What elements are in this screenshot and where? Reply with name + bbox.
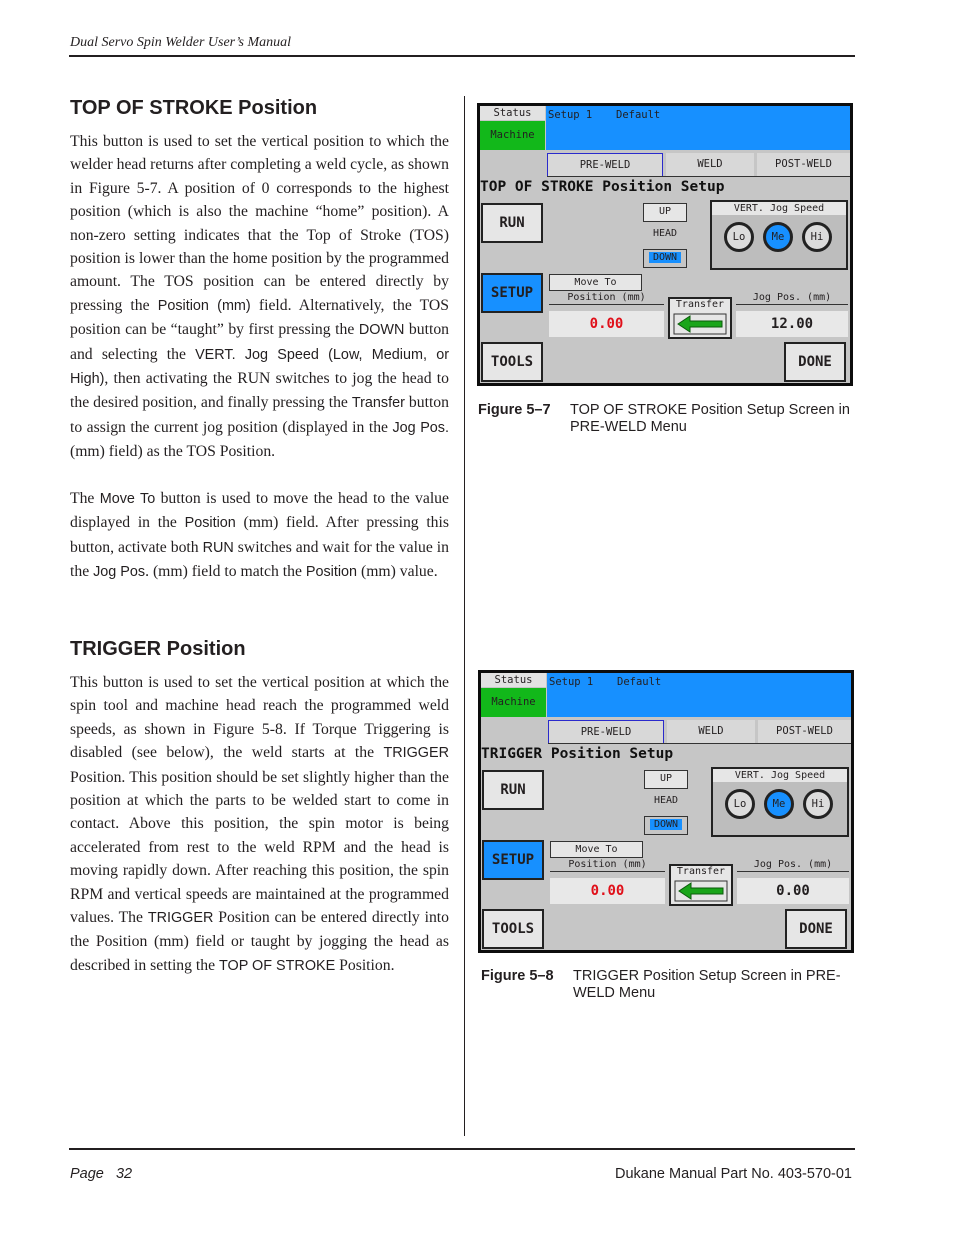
ui-term: Jog Pos.	[392, 419, 450, 436]
screen-body	[480, 106, 850, 383]
tools-button[interactable]: TOOLS	[481, 342, 543, 382]
jog-speed-label: VERT. Jog Speed	[712, 202, 846, 215]
ui-term: DOWN	[358, 322, 405, 339]
column-divider	[464, 96, 465, 1136]
figure-label: Figure 5–7	[478, 402, 551, 418]
ui-term: Position (mm)	[157, 297, 251, 314]
paragraph-tos-1	[70, 130, 449, 464]
down-button[interactable]	[643, 249, 687, 268]
jog-me-button[interactable]: Me	[764, 789, 794, 819]
section-heading-trigger: TRIGGER Position	[70, 638, 246, 660]
status-label: Status	[480, 106, 545, 120]
paragraph-tos-2	[70, 487, 449, 585]
done-button[interactable]: DONE	[784, 342, 846, 382]
tab-weld[interactable]: WELD	[666, 153, 754, 177]
ui-term: Move To	[99, 491, 156, 507]
text-run: . (mm) field to match the	[145, 563, 306, 581]
tab-pre-weld[interactable]: PRE-WELD	[548, 720, 664, 744]
ui-term: Position	[184, 515, 236, 532]
header-rule	[69, 55, 855, 57]
figure-caption-5-7	[478, 402, 854, 438]
position-label: Position (mm)	[549, 292, 664, 305]
tab-underline	[548, 743, 851, 744]
position-label: Position (mm)	[550, 859, 665, 872]
down-button-label: DOWN	[650, 819, 682, 830]
up-button[interactable]: UP	[643, 203, 687, 222]
text-run: , then activating the RUN switches to jog the head to the desired position, and finally pressing the	[70, 370, 449, 412]
text-run: This button is used to set the vertical position at which the spin tool and machine head reach the programmed weld speeds, as shown in Figure 5-8. If Torque Triggering is disabled (see below), the weld starts at the	[70, 674, 449, 762]
done-button[interactable]: DONE	[785, 909, 847, 949]
part-number: Dukane Manual Part No. 403-570-01	[615, 1166, 852, 1182]
section-heading-top-of-stroke: TOP OF STROKE Position	[70, 97, 318, 119]
ui-term: Position	[305, 564, 358, 581]
text-run: (mm) field. After pressing this button, activate both	[70, 514, 449, 556]
machine-status: Machine	[481, 688, 546, 717]
screen-title: TRIGGER Position Setup	[481, 746, 674, 762]
machine-status: Machine	[480, 121, 545, 150]
jog-pos-label: Jog Pos. (mm)	[737, 859, 849, 872]
screen-body	[481, 673, 851, 950]
text-run: field. Alternatively, the TOS position can be “taught” by first pressing the	[70, 296, 449, 339]
jog-lo-button[interactable]: Lo	[725, 789, 755, 819]
ui-term: TRIGGER	[147, 910, 214, 927]
hmi-screen-trigger	[478, 670, 854, 953]
jog-pos-field	[736, 311, 848, 337]
setup-default: Default	[617, 676, 662, 688]
text-run: (mm) field) as the TOS Position.	[70, 443, 276, 461]
hmi-screen-top-of-stroke	[477, 103, 853, 386]
page-number: Page 32	[70, 1166, 133, 1182]
jog-pos-value: 0.00	[776, 883, 810, 899]
setup-name: Setup 1	[549, 676, 594, 688]
transfer-button[interactable]	[669, 864, 733, 906]
text-run: Position can be entered directly into the Position (mm) field or taught by jogging the head as described in setting the	[70, 909, 449, 974]
ui-term: VERT. Jog Speed (Low, Medium, or High)	[70, 346, 449, 388]
figure-label: Figure 5–8	[481, 968, 554, 984]
transfer-button[interactable]	[668, 297, 732, 339]
jog-speed-label: VERT. Jog Speed	[713, 769, 847, 782]
setup-bar	[547, 673, 851, 717]
ui-term: Transfer	[351, 395, 405, 412]
tab-post-weld[interactable]: POST-WELD	[758, 720, 851, 744]
ui-term: TRIGGER	[383, 745, 449, 762]
setup-bar	[546, 106, 850, 150]
ui-term: TOP OF STROKE	[219, 957, 336, 974]
figure-caption-text: TOP OF STROKE Position Setup Screen in PRE-WELD Menu	[570, 402, 850, 435]
move-to-button[interactable]: Move To	[550, 841, 643, 858]
running-header: Dual Servo Spin Welder User’s Manual	[70, 35, 292, 50]
jog-me-button[interactable]: Me	[763, 222, 793, 252]
position-value: 0.00	[589, 316, 624, 332]
head-label: HEAD	[652, 228, 678, 239]
setup-default: Default	[616, 109, 661, 121]
text-run: This button is used to set the vertical position to which the welder head returns after completing a weld cycle, as shown in Figure 5-7. A position of 0 corresponds to the highest position (which is also the machine “home” position). A non-zero setting indicates that the Top of Stroke (TOS) position is lower than the home position by the programmed amount. The TOS position can be entered directly by pressing the	[70, 133, 449, 314]
jog-lo-button[interactable]: Lo	[724, 222, 754, 252]
ui-term: RUN	[202, 539, 234, 556]
left-arrow-icon	[670, 312, 730, 336]
tab-weld[interactable]: WELD	[667, 720, 755, 744]
figure-caption-5-8	[481, 968, 857, 1004]
figure-caption-text: TRIGGER Position Setup Screen in PRE-WELD Menu	[573, 968, 841, 1001]
tab-underline	[547, 176, 850, 177]
ui-term: Jog Pos	[93, 564, 146, 581]
text-run: Position. This position should be set slightly higher than the position at which the parts to be welded start to come in contact. Above this position, the spin motor is being accelerated from rest to the weld RPM and the head is moving rapidly down. After reaching this position, the spin RPM and vertical speeds are maintained at the programmed values. The	[70, 768, 449, 927]
footer-rule	[69, 1148, 855, 1150]
text-run: switches and wait for the value in the	[70, 538, 449, 581]
run-button[interactable]: RUN	[482, 770, 544, 810]
setup-button[interactable]: SETUP	[482, 840, 544, 880]
screen-title: TOP OF STROKE Position Setup	[480, 179, 725, 195]
tab-post-weld[interactable]: POST-WELD	[757, 153, 850, 177]
jog-hi-button[interactable]: Hi	[802, 222, 832, 252]
jog-speed-panel	[710, 200, 848, 270]
jog-hi-button[interactable]: Hi	[803, 789, 833, 819]
text-run: (mm) value.	[357, 563, 438, 581]
move-to-button[interactable]: Move To	[549, 274, 642, 291]
paragraph-trigger-1	[70, 671, 449, 978]
position-value: 0.00	[590, 883, 625, 899]
text-run: button to assign the current jog position (displayed in the	[70, 394, 449, 436]
down-button[interactable]	[644, 816, 688, 835]
tab-pre-weld[interactable]: PRE-WELD	[547, 153, 663, 177]
head-label: HEAD	[653, 795, 679, 806]
tools-button[interactable]: TOOLS	[482, 909, 544, 949]
down-button-label: DOWN	[649, 252, 681, 263]
jog-pos-value: 12.00	[770, 316, 814, 332]
position-field[interactable]	[550, 878, 665, 904]
text-run: button is used to move the head to the value displayed in the	[70, 490, 449, 532]
position-field[interactable]	[549, 311, 664, 337]
jog-pos-field	[737, 878, 849, 904]
transfer-label: Transfer	[676, 866, 726, 877]
left-arrow-icon	[671, 879, 731, 903]
jog-pos-label: Jog Pos. (mm)	[736, 292, 848, 305]
transfer-label: Transfer	[675, 299, 725, 310]
jog-speed-panel	[711, 767, 849, 837]
run-button[interactable]: RUN	[481, 203, 543, 243]
setup-name: Setup 1	[548, 109, 593, 121]
text-run: The	[70, 490, 100, 507]
up-button[interactable]: UP	[644, 770, 688, 789]
status-label: Status	[481, 673, 546, 687]
setup-button[interactable]: SETUP	[481, 273, 543, 313]
text-run: Position.	[335, 956, 395, 974]
text-run: button and selecting the	[70, 321, 450, 363]
